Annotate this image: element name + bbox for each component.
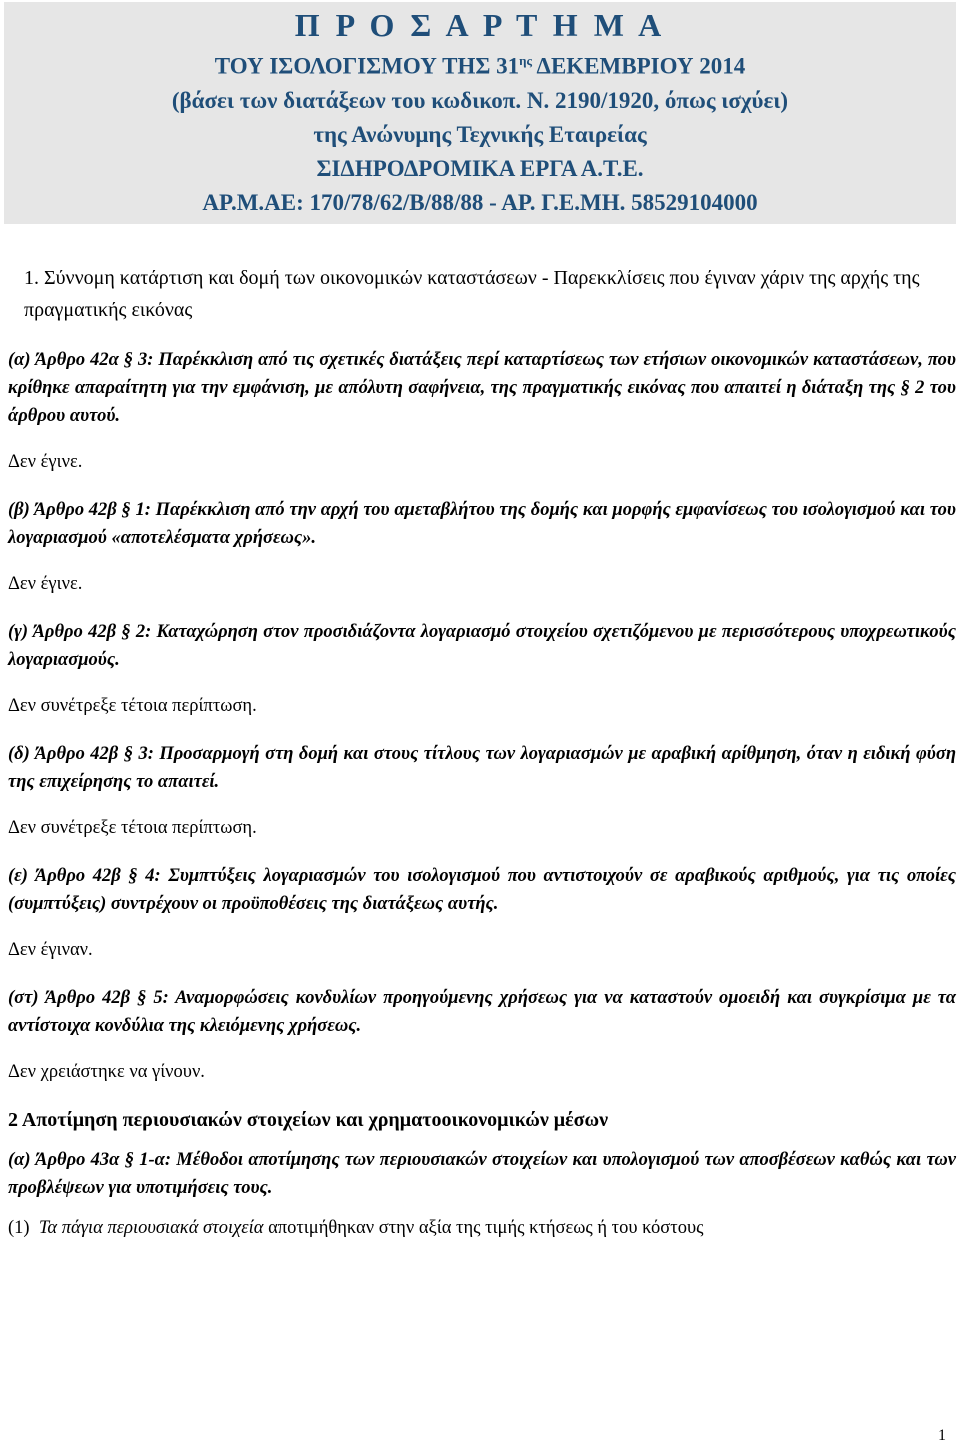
article-item-c: (γ) Άρθρο 42β § 2: Καταχώρηση στον προσιδιάζοντα λογαριασμό στοιχείου σχετιζόμενου με περισσότερους υποχρεωτικούς λογαριασμούς. <box>8 622 956 670</box>
article-item-f: (στ) Άρθρο 42β § 5: Αναμορφώσεις κονδυλίων προηγούμενης χρήσεως για να καταστούν ομοειδή και συγκρίσιμα με τα αντίστοιχα κονδύλια της κλειόμενης χρήσεως. <box>8 988 956 1036</box>
section-1-heading: 1. Σύννομη κατάρτιση και δομή των οικονομικών καταστάσεων - Παρεκκλίσεις που έγιναν χάριν της αρχής της πραγματικής εικόνας <box>24 267 920 321</box>
section-2-heading: 2 Αποτίμηση περιουσιακών στοιχείων και χρηματοοικονομικών μέσων <box>8 1109 609 1131</box>
article-item-b: (β) Άρθρο 42β § 1: Παρέκκλιση από την αρχή του αμεταβλήτου της δομής και μορφής εμφανίσεως του ισολογισμού και του λογαριασμού «αποτελέσματα χρήσεως». <box>8 500 956 548</box>
answer-item-a: Δεν έγινε. <box>8 452 83 472</box>
header-law-reference: (βάσει των διατάξεων του κωδικοπ. Ν. 2190/1920, όπως ισχύει) <box>171 87 789 113</box>
answer-item-e: Δεν έγιναν. <box>8 940 93 960</box>
article-item-a: (α) Άρθρο 42α § 3: Παρέκκλιση από τις σχετικές διατάξεις περί καταρτίσεως των ετήσιων οικονομικών καταστάσεων, που κρίθηκε απαραίτητη για την εμφάνιση, με απόλυτη σαφήνεια, της πραγματικής εικόνας που απαιτεί η διάταξη της § 2 του άρθρου αυτού. <box>8 350 956 426</box>
document-header <box>4 2 956 224</box>
header-company-type: της Ανώνυμης Τεχνικής Εταιρείας <box>313 121 647 147</box>
article-section-2-a: (α) Άρθρο 43α § 1-α: Μέθοδοι αποτίμησης των περιουσιακών στοιχείων και υπολογισμού των αποσβέσεων καθώς και των προβλέψεων για υποτιμήσεις τους. <box>8 1150 956 1198</box>
answer-item-d: Δεν συνέτρεξε τέτοια περίπτωση. <box>8 818 257 838</box>
header-registry-numbers: ΑΡ.Μ.ΑΕ: 170/78/62/Β/88/88 - ΑΡ. Γ.Ε.ΜΗ. 58529104000 <box>202 189 758 215</box>
article-item-d: (δ) Άρθρο 42β § 3: Προσαρμογή στη δομή και στους τίτλους των λογαριασμών με αραβική αρίθμηση, όταν η ειδική φύση της επιχείρησης το απαιτεί. <box>8 744 956 792</box>
answer-item-f: Δεν χρειάστηκε να γίνουν. <box>8 1062 205 1082</box>
article-item-e: (ε) Άρθρο 42β § 4: Συμπτύξεις λογαριασμών του ισολογισμού που αντιστοιχούν σε αραβικούς αριθμούς, για τις οποίες (συμπτύξεις) συντρέχουν οι προϋποθέσεις της διατάξεως αυτής. <box>8 866 956 914</box>
document-title: Π Ρ Ο Σ Α Ρ Τ Η Μ Α <box>294 7 666 43</box>
paragraph-fixed-assets: (1) Τα πάγια περιουσιακά στοιχεία αποτιμήθηκαν στην αξία της τιμής κτήσεως ή του κόστους <box>8 1218 704 1238</box>
header-balance-date: ΤΟΥ ΙΣΟΛΟΓΙΣΜΟΥ ΤΗΣ $31^{\eta\varsigma}$ ΔΕΚΕΜΒΡΙΟΥ 2014 <box>214 53 746 79</box>
answer-item-c: Δεν συνέτρεξε τέτοια περίπτωση. <box>8 696 257 716</box>
answer-item-b: Δεν έγινε. <box>8 574 83 594</box>
page-number: 1 <box>938 1427 946 1444</box>
document-body <box>8 262 956 1242</box>
header-company-name: ΣΙΔΗΡΟΔΡΟΜΙΚΑ ΕΡΓΑ Α.Τ.Ε. <box>316 155 644 181</box>
